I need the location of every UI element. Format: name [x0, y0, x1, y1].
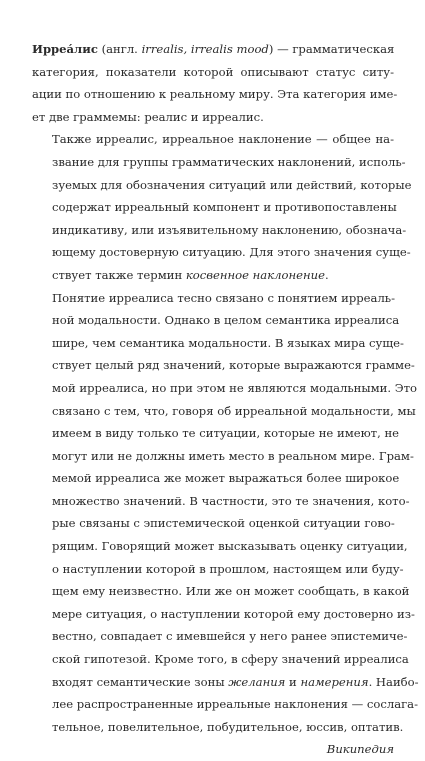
text-segment: Понятие ирреалиса тесно связано с понятием ирреаль-	[52, 290, 396, 305]
text-line	[32, 128, 394, 151]
text-segment: ) — грамматическая	[268, 42, 395, 56]
italic-text: желания	[228, 674, 286, 689]
text-segment: могут или не должны иметь место в реальном мире. Грам-	[52, 448, 414, 463]
italic-text: косвенное наклонение	[185, 267, 325, 282]
text-segment: ющему достоверную ситуацию. Для этого значения суще-	[52, 245, 411, 260]
italic-text: irrealis, irrealis mood	[141, 42, 269, 56]
text-line	[32, 174, 412, 197]
text-line	[32, 490, 410, 513]
text-segment: связано с тем, что, говоря об ирреальной модальности, мы	[52, 403, 416, 418]
text-segment: рящим. Говорящий может высказывать оценку ситуации,	[52, 539, 408, 554]
text-line	[32, 467, 400, 490]
text-segment: ской гипотезой. Кроме того, в сферу значений ирреалиса	[52, 652, 409, 667]
text-segment: о наступлении которой в прошлом, настоящем или буду-	[52, 561, 404, 576]
text-line	[32, 535, 408, 558]
text-line	[32, 83, 398, 106]
text-line	[32, 693, 419, 716]
text-line	[32, 196, 397, 219]
paragraph	[32, 128, 412, 286]
text-line	[32, 219, 407, 242]
text-segment: имеем в виду только те ситуации, которые не имеют, не	[52, 426, 400, 441]
text-line	[32, 61, 394, 84]
text-segment: . Наибо-	[368, 674, 419, 689]
text-line	[32, 716, 404, 739]
text-segment: и	[285, 674, 301, 689]
text-segment: входят семантические зоны	[52, 674, 229, 689]
paragraph	[32, 38, 398, 128]
text-line	[32, 151, 406, 174]
text-line	[32, 512, 394, 535]
text-segment: индикативу, или изъявительному наклонению, обознача-	[52, 222, 407, 237]
text-line	[32, 625, 408, 648]
text-line	[32, 354, 415, 377]
text-line	[32, 241, 411, 264]
text-segment: ации по отношению к реальному миру. Эта категория име-	[32, 87, 398, 102]
text-line	[32, 377, 418, 400]
text-line	[32, 648, 409, 671]
text-segment: категория, показатели которой описывают статус ситу-	[32, 64, 394, 79]
text-line	[32, 332, 404, 355]
term-heading: Ирреа́лис	[32, 42, 98, 56]
text-line	[32, 558, 404, 581]
italic-text: намерения	[300, 674, 369, 689]
text-segment: вестно, совпадает с имевшейся у него ранее эпистемиче-	[52, 629, 408, 644]
text-line	[32, 400, 416, 423]
text-segment: тельное, повелительное, побудительное, юссив, оптатив.	[52, 719, 404, 734]
text-segment: содержат ирреальный компонент и противопоставлены	[52, 200, 397, 215]
article-body	[32, 38, 419, 761]
text-line	[32, 309, 400, 332]
text-segment: .	[324, 267, 329, 282]
text-line	[32, 671, 419, 694]
text-segment: зуемых для обозначения ситуаций или действий, которые	[52, 177, 412, 192]
text-segment: ствует также термин	[52, 267, 186, 282]
text-segment: Также ирреалис, ирреальное наклонение — общее на-	[52, 132, 394, 147]
text-line	[32, 422, 400, 445]
text-line	[32, 264, 394, 287]
text-segment: мере ситуация, о наступлении которой ему достоверно из-	[52, 606, 415, 621]
text-segment: множество значений. В частности, это те значения, кото-	[52, 493, 410, 508]
text-line	[32, 580, 410, 603]
text-segment: мемой ирреалиса же может выражаться более широкое	[52, 471, 400, 486]
text-line	[32, 106, 394, 129]
source-attribution: Википедия	[326, 742, 394, 757]
text-segment: щем ему неизвестно. Или же он может сообщать, в какой	[52, 584, 410, 599]
text-segment: мой ирреалиса, но при этом не являются модальными. Это	[52, 380, 418, 395]
text-segment: звание для группы грамматических наклонений, исполь-	[52, 154, 406, 169]
text-segment: ствует целый ряд значений, которые выражаются грамме-	[52, 358, 415, 373]
text-segment: шире, чем семантика модальности. В языках мира суще-	[52, 335, 404, 350]
text-line	[32, 38, 394, 61]
text-segment: рые связаны с эпистемической оценкой ситуации гово-	[52, 516, 395, 531]
text-line	[32, 287, 394, 310]
text-line	[32, 445, 414, 468]
text-segment: (англ.	[97, 42, 142, 56]
text-segment: лее распространенные ирреальные наклонения — сослага-	[52, 697, 419, 712]
text-segment: ной модальности. Однако в целом семантика ирреалиса	[52, 313, 400, 328]
text-line	[32, 603, 415, 626]
text-segment: ет две граммемы: реалис и ирреалис.	[32, 109, 264, 124]
paragraphs-container	[32, 38, 419, 738]
paragraph	[32, 287, 419, 739]
